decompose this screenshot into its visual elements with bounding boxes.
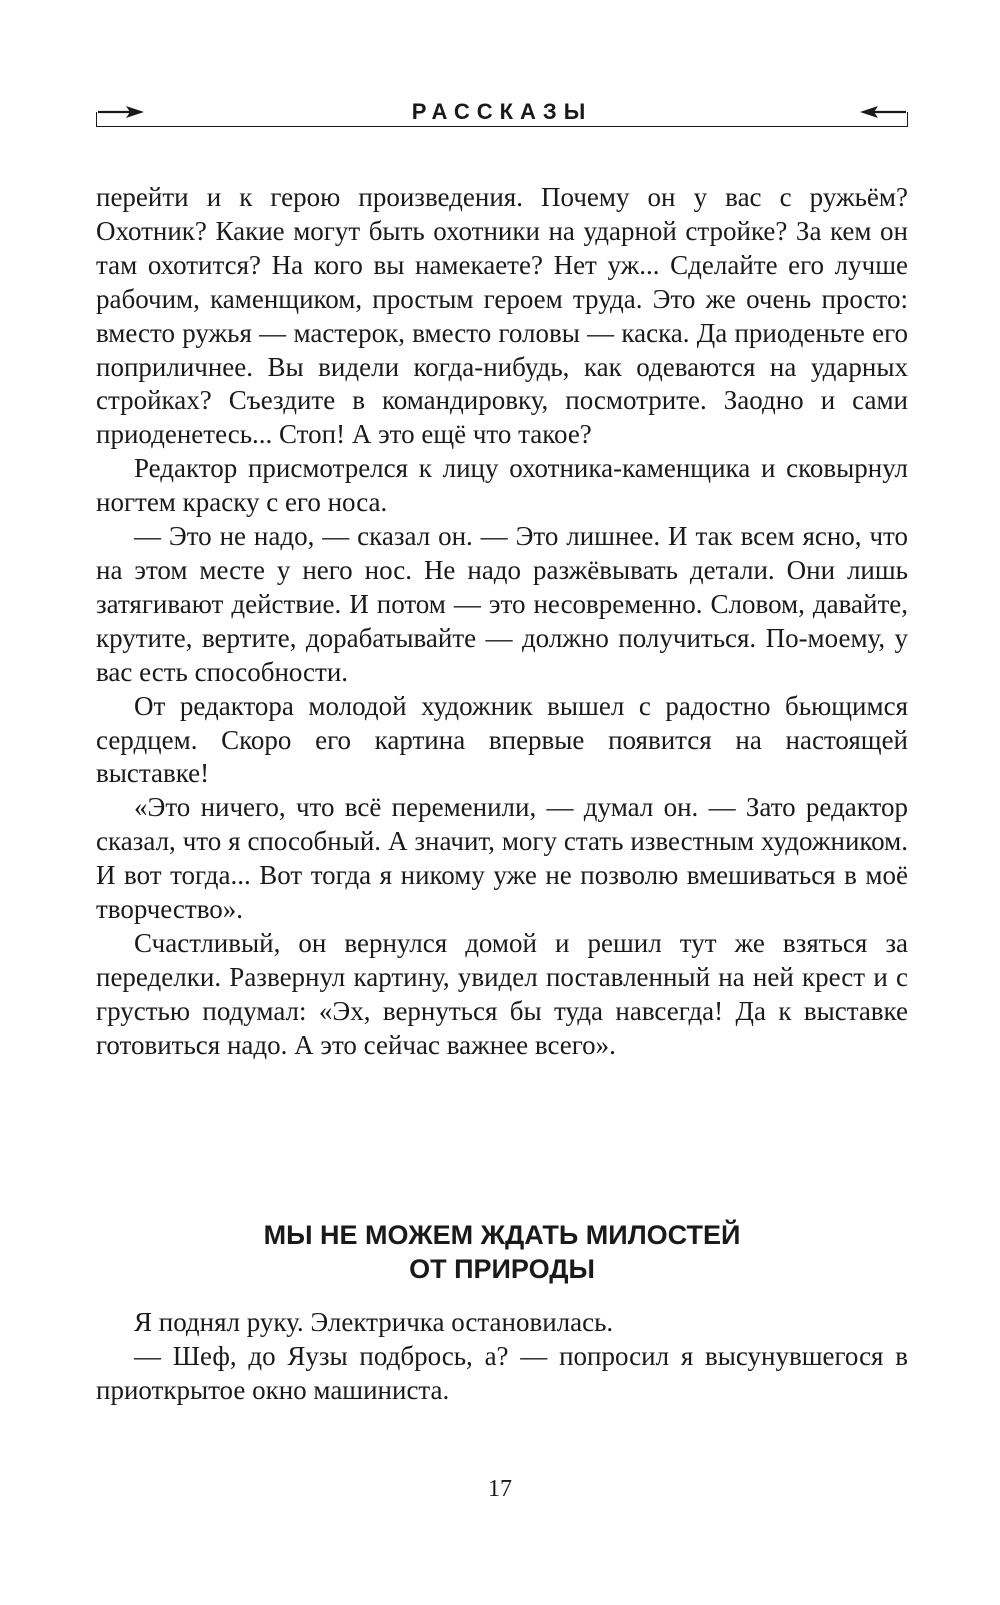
paragraph: От редактора молодой художник вышел с радостно бьющимся сердцем. Скоро его картина впервые появится на настоящей выставке! xyxy=(96,690,908,789)
paragraph: Редактор присмотрелся к лицу охотника-каменщика и сковырнул ногтем краску с его носа. xyxy=(96,453,908,518)
paragraph: Счастливый, он вернулся домой и решил тут же взяться за переделки. Развернул картину, увидел поставленный на ней крест и с грустью подумал: «Эх, вернуться бы туда навсегда! Да к выставке готовиться надо. А это сейчас важнее всего». xyxy=(96,927,908,1060)
section-body xyxy=(96,1306,908,1408)
story-continuation xyxy=(96,181,908,1063)
section-title-line-2: ОТ ПРИРОДЫ xyxy=(409,1254,595,1284)
paragraph: — Шеф, до Яузы подбрось, а? — попросил я высунувшегося в приоткрытое окно машиниста. xyxy=(96,1340,908,1405)
paragraph: Я поднял руку. Электричка остановилась. xyxy=(134,1307,614,1337)
section-title xyxy=(96,1218,908,1286)
section-title-line-1: МЫ НЕ МОЖЕМ ЖДАТЬ МИЛОСТЕЙ xyxy=(263,1220,741,1250)
paragraph: «Это ничего, что всё переменили, — думал он. — Зато редактор сказал, что я способный. А значит, могу стать известным художником. И вот тогда... Вот тогда я никому уже не позволю вмешиваться в моё творчество». xyxy=(96,792,908,925)
header-rule xyxy=(96,126,908,127)
running-header-title: РАССКАЗЫ xyxy=(411,99,593,124)
paragraph: — Это не надо, — сказал он. — Это лишнее. И так всем ясно, что на этом месте у него нос. Не надо разжёвывать детали. Они лишь затягивают действие. И потом — это несовременно. Словом, давайте, крутите, вертите, дорабатывайте — должно получиться. По-моему, у вас есть способности. xyxy=(96,521,908,687)
paragraph: перейти и к герою произведения. Почему он у вас с ружьём? Охотник? Какие могут быть охотники на ударной стройке? За кем он там охотится? На кого вы намекаете? Нет уж... Сделайте его лучше рабочим, каменщиком, простым героем труда. Это же очень просто: вместо ружья — мастерок, вместо головы — каска. Да приоденьте его поприличнее. Вы видели когда-нибудь, как одеваются на ударных стройках? Съездите в командировку, посмотрите. Заодно и сами приоденетесь... Стоп! А это ещё что такое? xyxy=(96,182,908,450)
running-header xyxy=(96,100,908,132)
page-number: 17 xyxy=(488,1476,512,1502)
